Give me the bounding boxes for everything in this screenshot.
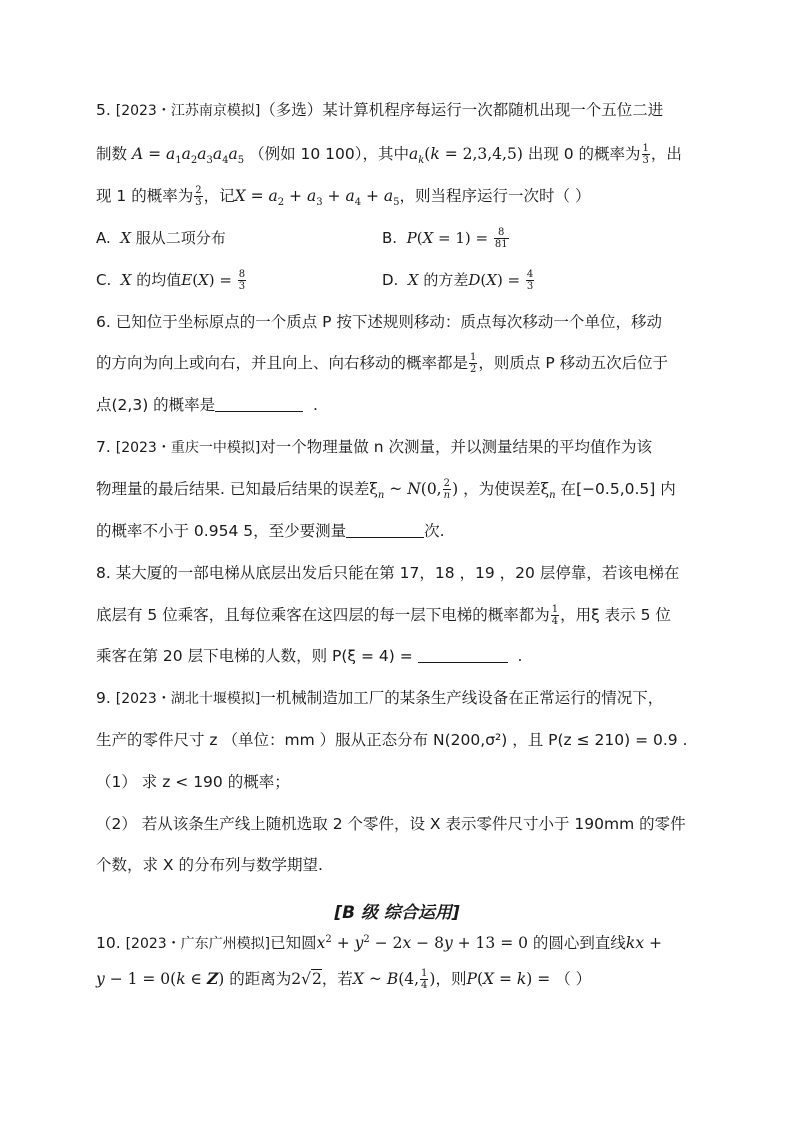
option-c: C. X 的均值E(X) = $\frac{8}{3}$ <box>96 269 246 292</box>
q8-line-3: 乘客在第 20 层下电梯的人数，则 P(ξ = 4) = . <box>96 647 523 665</box>
q5-line-2: 制数 $A = a_1a_2a_3a_4a_5$ （例如 10 100），其中$a_k(k = 2,3,4,5)$ 出现 0 的概率为 $\frac{1}{3}$ ，出 <box>96 143 682 167</box>
q9-subquestion-2-cont: 个数，求 X 的分布列与数学期望. <box>96 856 323 874</box>
question-number: 6. <box>96 313 111 331</box>
q10-line-2: y − 1 = 0(k ∈ Z) 的距离为2√2，若X ~ B(4, $\frac{1}{4}$ )，则P(X = k) = （ ） <box>96 968 592 991</box>
question-number: 5. <box>96 101 111 119</box>
q6-line-1: 6. 已知位于坐标原点的一个质点 P 按下述规则移动：质点每次移动一个单位，移动 <box>96 313 662 331</box>
answer-blank[interactable] <box>215 411 303 412</box>
q10-line-1: 10. [2023・广东广州模拟]已知圆$x^2 + y^2 - 2x - 8y + 13 = 0$ 的圆心到直线kx + <box>96 934 662 953</box>
formula-binary-number: A <box>131 145 144 163</box>
q9-subquestion-1: （1） 求 z < 190 的概率； <box>96 773 290 791</box>
answer-blank[interactable] <box>346 537 424 538</box>
option-d: D. X 的方差D(X) = $\frac{4}{3}$ <box>382 269 534 292</box>
fraction-one-quarter: $\frac{1}{4}$ <box>551 604 559 627</box>
answer-blank[interactable] <box>418 662 508 663</box>
q6-line-3: 点(2,3) 的概率是 . <box>96 396 318 414</box>
q5-line-1: 5. [2023・江苏南京模拟]（多选）某计算机程序每运行一次都随机出现一个五位二进 <box>96 101 664 119</box>
question-number: 7. <box>96 438 111 456</box>
q8-line-1: 8. 某大厦的一部电梯从底层出发后只能在第 17，18 ，19 ，20 层停靠，若该电梯在 <box>96 564 680 582</box>
q9-line-1: 9. [2023・湖北十堰模拟]一机械制造加工厂的某条生产线设备在正常运行的情况下， <box>96 689 664 707</box>
source-tag: [2023・湖北十堰模拟] <box>115 691 261 707</box>
question-number: 10. <box>96 934 121 953</box>
fraction-one-half: $\frac{1}{2}$ <box>470 352 477 375</box>
source-tag: [2023・江苏南京模拟] <box>115 103 261 119</box>
source-tag: [2023・重庆一中模拟] <box>115 440 261 456</box>
option-a: A. X 服从二项分布 <box>96 229 226 247</box>
q9-line-2: 生产的零件尺寸 z （单位：mm ）服从正态分布 N(200,σ²) ，且 P(z ≤ 210) = 0.9 . <box>96 731 688 749</box>
section-heading: [B 级 综合运用] <box>334 903 460 923</box>
fraction-two-thirds: $\frac{2}{3}$ <box>195 185 202 208</box>
q7-line-3: 的概率不小于 0.954 5，至少要测量 次. <box>96 522 445 540</box>
question-number: 9. <box>96 689 111 707</box>
q9-subquestion-2: （2） 若从该条生产线上随机选取 2 个零件，设 X 表示零件尺寸小于 190mm 的零件 <box>96 815 686 833</box>
q8-line-2: 底层有 5 位乘客，且每位乘客在这四层的每一层下电梯的概率都为 $\frac{1}{4}$ ，用ξ 表示 5 位 <box>96 604 671 627</box>
q5-line-3: 现 1 的概率为 $\frac{2}{3}$ ，记$X = a_2 + a_3 + a_4 + a_5$，则当程序运行一次时（ ） <box>96 185 591 209</box>
q6-line-2: 的方向为向上或向右，并且向上、向右移动的概率都是 $\frac{1}{2}$ ，则质点 P 移动五次后位于 <box>96 352 669 375</box>
fraction-one-third: $\frac{1}{3}$ <box>642 143 649 166</box>
source-tag: [2023・广东广州模拟] <box>125 936 271 953</box>
q7-line-2: 物理量的最后结果. 已知最后结果的误差$\xi_n$ ~ N(0, $\frac{2}{n}$ ) ，为使误差$\xi_n$ 在[−0.5,0.5] 内 <box>96 478 676 502</box>
question-number: 8. <box>96 564 111 582</box>
q7-line-1: 7. [2023・重庆一中模拟]对一个物理量做 n 次测量，并以测量结果的平均值作为该 <box>96 438 652 456</box>
option-b: B. P(X = 1) = $\frac{8}{81}$ <box>382 227 508 250</box>
